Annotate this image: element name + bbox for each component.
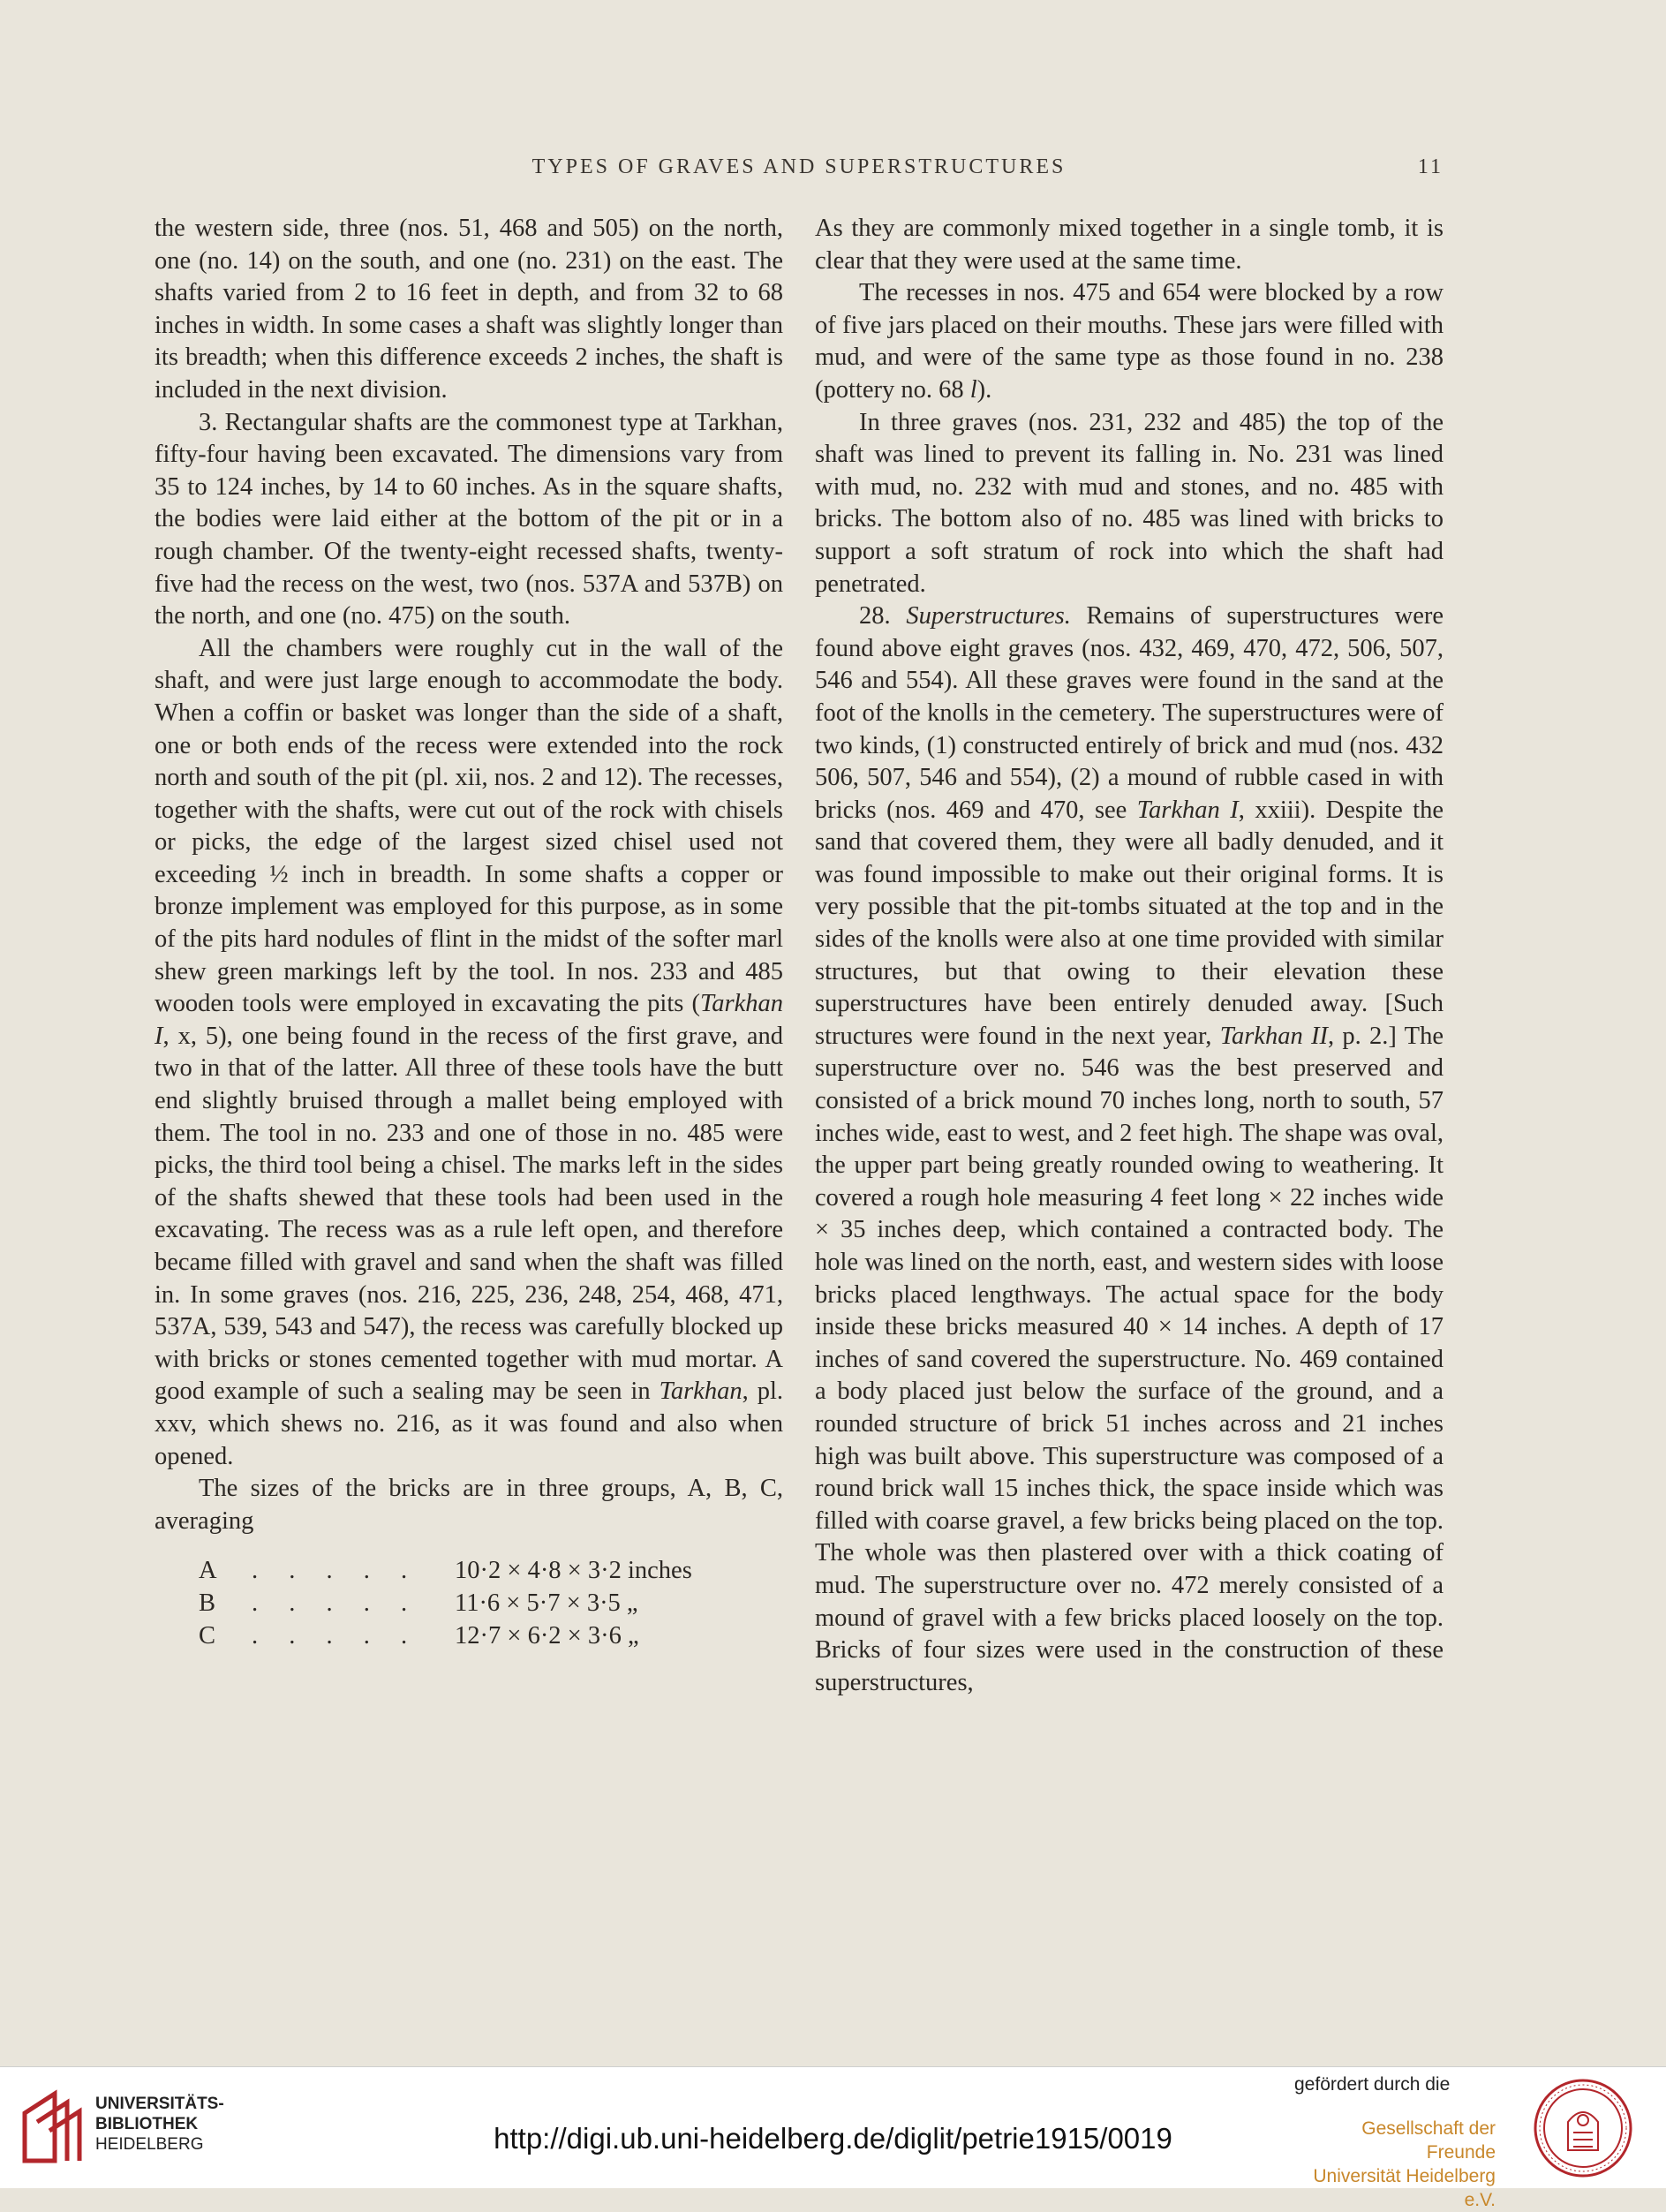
text-run: The recesses in nos. 475 and 654 were blocked by a row of five jars placed on their mouths. These jars were filled with mud, and were of the same type as those found in no. 238 (pottery no. 68 (815, 279, 1444, 404)
text-run: Remains of superstructures were found above eight graves (nos. 432, 469, 470, 472, 506, 507, 546 and 554). All these graves were found in the sand at the foot of the knolls in the cemetery. The superstructures were of two kinds, (1) constructed entirely of brick and mud (nos. 432 506, 507, 546 and 554), (2) a mound of rubble cased in with bricks (nos. 469 and 470, see (815, 602, 1444, 824)
paragraph (155, 633, 783, 1473)
running-header (155, 155, 1444, 191)
leader-dots: . . . . . (252, 1621, 420, 1650)
paragraph (815, 277, 1444, 406)
library-name-line: HEIDELBERG (95, 2135, 204, 2154)
section-heading: Superstructures. (906, 602, 1071, 630)
italic-letter: l (969, 375, 977, 404)
table-row (199, 1620, 783, 1653)
university-seal-icon (1533, 2078, 1633, 2178)
leader-dots: . . . . . (252, 1557, 420, 1585)
sponsor-name (1294, 2117, 1496, 2212)
paragraph (815, 600, 1444, 1699)
brick-dimensions: 12·7 × 6·2 × 3·6 „ (455, 1621, 639, 1650)
publication-reference: Tarkhan (659, 1378, 743, 1406)
paragraph: the western side, three (nos. 51, 468 and 505) on the north, one (no. 14) on the south, and one (no. 231) on the east. The shafts varied from 2 to 16 feet in depth, and from 32 to 68 inches in width. In some cases a shaft was slightly longer than its breadth; when this difference exceeds 2 inches, the shaft is included in the next division. (155, 215, 783, 404)
text-run: , xxiii). Despite the sand that covered them, they were all badly denuded, and it was found impossible to make out their original forms. It is very possible that the pit-tombs situated at the top and in the sides of the knolls were also at one time provided with similar structures, but that owing to their elevation these superstructures have been entirely denuded away. [Such structures were found in the next year, (815, 796, 1444, 1050)
text-run: , x, 5), one being found in the recess of the first grave, and two in that of the latter. All three of these tools have the butt end slightly bruised through a mallet being employed with them. The tool in no. 233 and one of those in no. 485 were picks, the third tool being a chisel. The marks left in the sides of the shafts shewed that these tools had been used in the excavating. The recess was as a rule left open, and therefore became filled with gravel and sand when the shaft was filled in. In some graves (nos. 216, 225, 236, 248, 254, 468, 471, 537A, 539, 543 and 547), the recess was carefully blocked up with bricks or stones cemented together with mud mortar. A good example of such a sealing may be seen in (155, 1022, 783, 1406)
text-run: ). (976, 375, 992, 404)
library-name-line: BIBLIOTHEK (95, 2115, 199, 2133)
right-column (815, 213, 1444, 1699)
text-run: All the chambers were roughly cut in the wall of the shaft, and were just large enough to accommodate the body. When a coffin or basket was longer than the side of a shaft, one or both ends of the recess were extended into the rock north and south of the pit (pl. xii, nos. 2 and 12). The recesses, together with the shafts, were cut out of the rock with chisels or picks, the edge of the largest sized chisel used not exceeding ½ inch in breadth. In some shafts a copper or bronze implement was employed for this purpose, as in some of the pits hard nodules of flint in the midst of the softer marl shew green markings left by the tool. In nos. 233 and 485 wooden tools were employed in excavating the pits ( (155, 634, 783, 1018)
viewer-footer (0, 2066, 1666, 2210)
table-row (199, 1555, 783, 1588)
brick-size-table (199, 1555, 783, 1652)
table-row (199, 1588, 783, 1620)
section-number: 28. (859, 602, 907, 630)
publication-reference: Tarkhan II (1219, 1022, 1328, 1050)
header-title: TYPES OF GRAVES AND SUPERSTRUCTURES (531, 155, 1067, 178)
sponsor-name-line: Gesellschaft der Freunde (1361, 2118, 1496, 2163)
brick-dimensions: 10·2 × 4·8 × 3·2 inches (455, 1557, 692, 1585)
library-name-line: UNIVERSITÄTS- (95, 2095, 224, 2113)
publication-reference: Tarkhan I (1136, 796, 1239, 824)
text-run: , p. 2.] The superstructure over no. 546 was the best preserved and consisted of a brick mound 70 inches long, north to south, 57 inches wide, east to west, and 2 feet high. The shape was oval, the upper part being greatly rounded owing to weathering. It covered a rough hole measuring 4 feet long × 22 inches wide × 35 inches deep, which contained a contracted body. The hole was lined on the north, east, and western sides with loose bricks placed lengthways. The actual space for the body inside these bricks measured 40 × 14 inches. A depth of 17 inches of sand covered the superstructure. No. 469 contained a body placed just below the surface of the ground, and a rounded structure of brick 51 inches across and 21 inches high was built above. This superstructure was composed of a round brick wall 15 inches thick, the space inside which was filled with coarse gravel, a few bricks being placed on the top. The whole was then plastered over with a thick coating of mud. The superstructure over no. 472 merely consisted of a mound of gravel with a few bricks placed loosely on the top. Bricks of four sizes were used in the construction of these superstructures, (815, 1022, 1444, 1696)
paragraph: As they are commonly mixed together in a single tomb, it is clear that they were used at the same time. (815, 215, 1444, 275)
page-number: 11 (1417, 155, 1444, 178)
brick-dimensions: 11·6 × 5·7 × 3·5 „ (455, 1589, 638, 1617)
paragraph: 3. Rectangular shafts are the commonest type at Tarkhan, fifty-four having been excavated. The dimensions vary from 35 to 124 inches, by 14 to 60 inches. As in the square shafts, the bodies were laid either at the bottom of the pit or in a rough chamber. Of the twenty-eight recessed shafts, twenty-five had the recess on the west, two (nos. 537A and 537B) on the north, and one (no. 475) on the south. (155, 408, 783, 630)
paragraph: In three graves (nos. 231, 232 and 485) the top of the shaft was lined to prevent its falling in. No. 231 was lined with mud, no. 232 with mud and stones, and no. 485 with bricks. The bottom also of no. 485 was lined with bricks to support a soft stratum of rock into which the shaft had penetrated. (815, 408, 1444, 598)
sponsor-label: gefördert durch die (1294, 2074, 1451, 2095)
permalink-url[interactable]: http://digi.ub.uni-heidelberg.de/diglit/petrie1915/0019 (494, 2122, 1172, 2155)
brick-group: A (199, 1557, 217, 1585)
sponsor-name-line: Universität Heidelberg e.V. (1313, 2166, 1496, 2210)
publication-reference: Tarkhan I (155, 990, 783, 1050)
left-column (155, 213, 783, 1652)
paragraph: The sizes of the bricks are in three groups, A, B, C, averaging (155, 1475, 783, 1535)
leader-dots: . . . . . (252, 1589, 420, 1617)
text-run: , pl. xxv, which shews no. 216, as it was found and also when opened. (155, 1378, 784, 1470)
brick-group: B (199, 1589, 216, 1617)
brick-group: C (199, 1621, 216, 1650)
